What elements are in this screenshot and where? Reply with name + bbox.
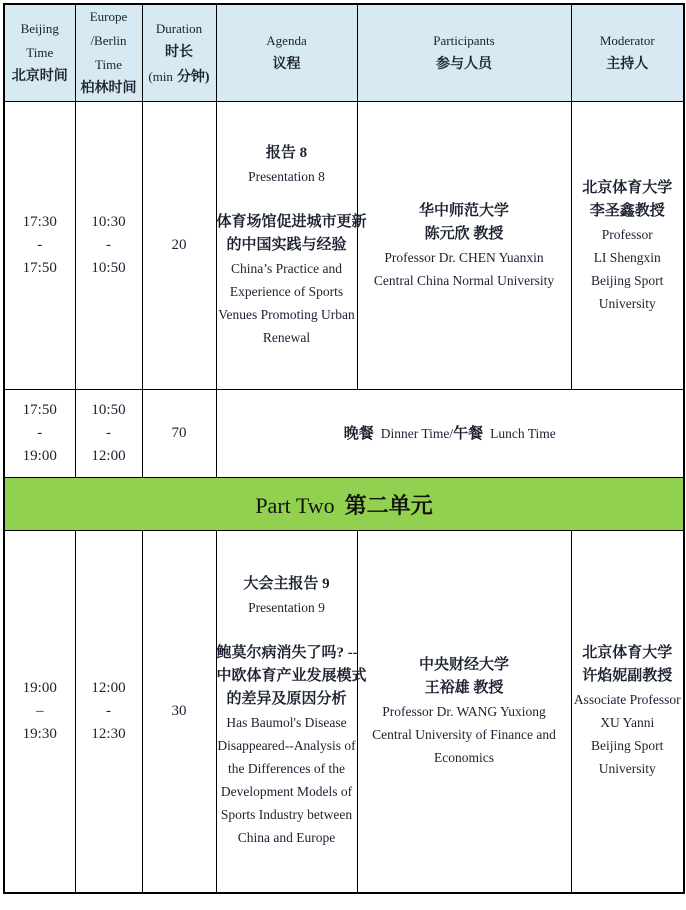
moderator-en-line: Beijing Sport [591,738,664,754]
time-separator: - [106,237,111,253]
participant-org-zh: 中央财经大学 [418,656,509,673]
header-beijing-en1: Beijing [20,21,59,36]
participant-name-zh: 王裕雄 教授 [424,679,504,696]
session1-agenda [216,102,367,390]
session2-participants [357,531,571,893]
duration-value: 70 [171,425,187,441]
participant-org-en-line: Central University of Finance and [372,726,556,742]
header-moderator-zh: 主持人 [606,57,649,72]
time-end: 10:50 [91,260,126,276]
header-moderator-en: Moderator [599,33,655,48]
agenda-topic-zh-line: 的中国实践与经验 [226,237,347,253]
participant-org-en-line: Economics [434,749,494,765]
moderator-en-line: University [598,295,656,311]
break-row [4,390,684,478]
duration-value: 30 [171,702,187,719]
spacer [217,188,357,211]
time-start: 10:30 [91,214,126,230]
header-duration-zh: 时长 [165,44,193,60]
break-label-en1: Dinner Time/ [380,425,454,441]
session2-beijing-time [4,531,75,893]
session1-beijing-time [4,102,75,390]
header-beijing-en2: Time [26,45,54,60]
session2-moderator [571,531,684,893]
agenda-topic-en-line: Development Models of [220,784,353,800]
spacer [217,619,357,642]
header-agenda [216,4,357,102]
agenda-title-zh: 报告 8 [265,145,308,161]
break-duration [142,390,216,478]
break-beijing-time [4,390,75,478]
time-start: 12:00 [91,679,126,696]
agenda-topic-en-line: Disappeared--Analysis of [217,738,356,754]
agenda-topic-en-line: Sports Industry between [220,807,353,823]
participant-name-zh: 陈元欣 教授 [424,225,504,242]
conference-schedule-table [3,3,685,894]
session1-participants [357,102,571,390]
moderator-name-zh: 李圣鑫教授 [589,202,665,219]
break-label-cell [216,390,684,478]
header-beijing-time [4,4,75,102]
session1-row [4,102,684,390]
moderator-en-line: University [598,761,656,777]
session2-berlin-time [75,531,142,893]
time-separator: - [106,702,111,719]
agenda-topic-zh-line: 鲍莫尔病消失了吗? -- [216,645,358,662]
break-label-en2: Lunch Time [490,425,556,441]
agenda-topic-en-line: the Differences of the [227,761,346,777]
moderator-en-line: XU Yanni [600,715,655,731]
time-end: 12:30 [91,725,126,742]
break-label-zh2: 午餐 [453,425,484,442]
participant-org-zh: 华中师范大学 [418,202,509,219]
participant-name-en: Professor Dr. CHEN Yuanxin [384,249,544,265]
table-header-row [4,4,684,102]
agenda-topic-en-line: Experience of Sports [229,284,344,299]
break-berlin-time [75,390,142,478]
time-start: 10:50 [91,402,126,418]
header-berlin-zh: 柏林时间 [80,81,137,96]
time-separator: - [106,425,111,441]
agenda-topic-en-line: Renewal [262,330,311,345]
moderator-en-line: LI Shengxin [593,249,661,265]
time-start: 19:00 [22,679,57,696]
moderator-name-zh: 许焰妮副教授 [582,668,673,685]
moderator-org-zh: 北京体育大学 [582,645,673,662]
header-participants-zh: 参与人员 [436,57,492,72]
session2-agenda [216,531,367,893]
header-duration-min: (min 分钟) [148,68,210,85]
agenda-topic-en-line: Venues Promoting Urban [218,307,355,322]
time-separator: - [37,425,43,441]
session1-duration [142,102,216,390]
header-participants-en: Participants [433,33,495,48]
agenda-topic-en-line: China and Europe [237,830,336,846]
moderator-en-line: Professor [601,226,653,242]
time-end: 17:50 [22,260,57,276]
agenda-title-zh: 大会主报告 9 [243,576,330,593]
duration-value: 20 [171,237,187,253]
time-start: 17:30 [22,214,57,230]
session1-berlin-time [75,102,142,390]
time-end: 12:00 [91,448,126,464]
header-participants [357,4,571,102]
session2-duration [142,531,216,893]
agenda-title-en: Presentation 9 [248,600,325,616]
header-agenda-zh: 议程 [272,57,301,72]
agenda-topic-en-line: China’s Practice and [231,261,342,276]
agenda-topic-zh-line: 体育场馆促进城市更新 [216,214,367,230]
break-label-zh1: 晚餐 [343,425,374,442]
header-beijing-zh: 北京时间 [11,69,68,84]
header-berlin-en3: Time [95,57,122,72]
agenda-topic-zh-line: 中欧体育产业发展模式 [216,668,367,685]
time-end: 19:30 [22,725,57,742]
time-separator: - [37,237,43,253]
session1-moderator [571,102,684,390]
agenda-topic-en-line: Has Baumol's Disease [226,715,347,731]
time-end: 19:00 [22,448,57,464]
agenda-topic-zh-line: 的差异及原因分析 [226,691,347,708]
moderator-org-zh: 北京体育大学 [582,179,673,196]
header-agenda-en: Agenda [266,33,307,48]
session2-row [4,531,684,893]
time-start: 17:50 [22,402,57,418]
part-two-band-row [4,478,684,531]
moderator-en-line: Associate Professor [573,692,681,708]
header-moderator [571,4,684,102]
participant-name-en: Professor Dr. WANG Yuxiong [382,703,546,719]
header-duration-en: Duration [155,20,203,36]
header-berlin-time [75,4,142,102]
part-two-band [4,478,684,531]
time-separator: – [36,702,44,719]
header-duration [142,4,216,102]
header-berlin-en1: Europe [89,9,128,24]
break-label [217,422,684,446]
header-berlin-en2: /Berlin [90,33,127,48]
participant-org-en: Central China Normal University [373,272,555,288]
moderator-en-line: Beijing Sport [591,272,664,288]
part-two-label-en: Part Two [255,492,335,518]
part-two-label-zh: 第二单元 [344,492,433,518]
agenda-title-en: Presentation 8 [248,169,325,184]
